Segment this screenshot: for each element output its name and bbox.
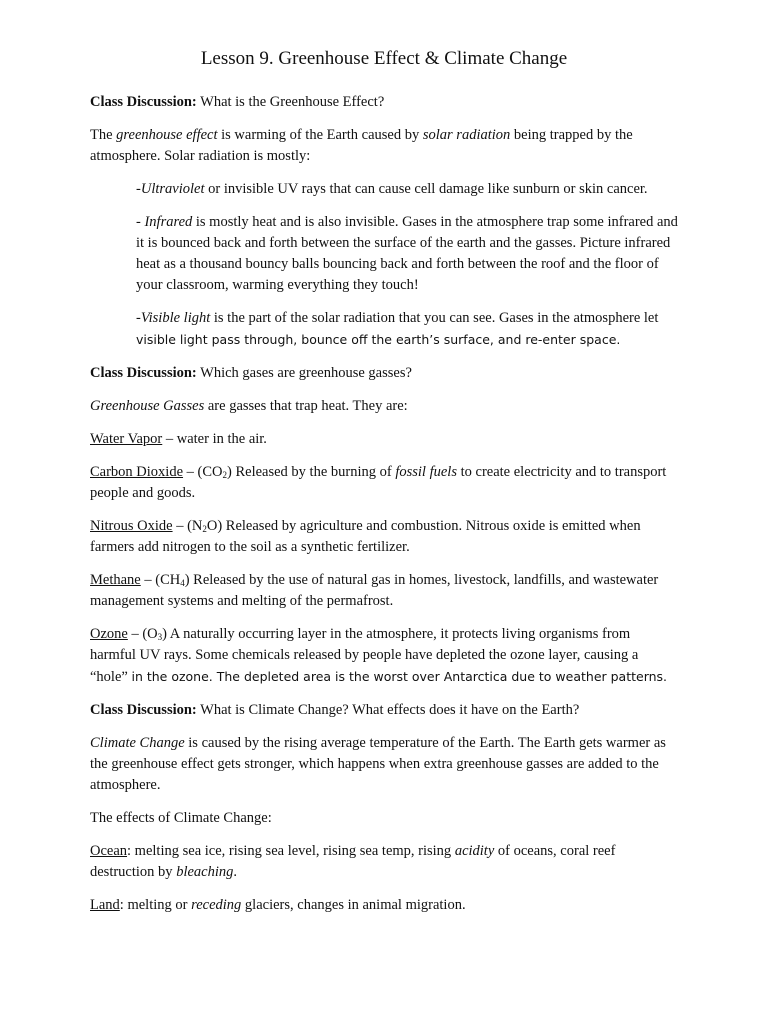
discussion-greenhouse-gasses — [90, 363, 678, 384]
term-bleaching: bleaching — [176, 864, 234, 880]
infrared-item — [136, 212, 678, 296]
discussion-question: Which gases are greenhouse gasses? — [196, 365, 412, 381]
text: The — [90, 127, 117, 143]
term-visible-light: Visible light — [140, 310, 211, 326]
gas-name: Carbon Dioxide — [90, 464, 184, 480]
text: is mostly heat and is also invisible. Gases in the atmosphere trap some infrared and it is bounced back and forth between the surface of the earth and the gasses. Picture infrared heat as a thousand bouncy balls bouncing back and forth between the roof and the floor of your classroom, warming everything they touch! — [136, 214, 678, 293]
page-title: Lesson 9. Greenhouse Effect & Climate Change — [200, 48, 568, 69]
text: – water in the air. — [162, 431, 267, 447]
text: of oceans, coral reef destruction by — [90, 843, 616, 880]
text: is the part of the solar radiation that you can see. Gases in the atmosphere let — [210, 310, 659, 326]
discussion-label: Class Discussion: — [90, 94, 197, 110]
text: – (CH — [140, 572, 181, 588]
text: ) A naturally occurring layer in the atmosphere, it protects living organisms from harmful UV rays. Some chemicals released by people have depleted the ozone layer, causing a “hole” — [90, 626, 639, 685]
subscript: 3 — [157, 632, 163, 642]
term-acidity: acidity — [454, 843, 495, 859]
greenhouse-gasses-definition — [90, 396, 678, 417]
term-ultraviolet: Ultraviolet — [140, 181, 205, 197]
text: in the ozone. The depleted area is the worst over Antarctica due to weather patterns. — [131, 669, 668, 684]
text: : melting or — [119, 897, 192, 913]
text: is caused by the rising average temperature of the Earth. The Earth gets warmer as the greenhouse effect gets stronger, which happens when extra greenhouse gasses are added to the atmosphere. — [90, 735, 666, 793]
visible-light-item — [136, 308, 678, 351]
discussion-greenhouse-effect — [90, 92, 678, 113]
gas-name: Ozone — [90, 626, 128, 642]
gas-name: Nitrous Oxide — [90, 518, 173, 534]
text: are gasses that trap heat. They are: — [204, 398, 408, 414]
gas-methane — [90, 570, 678, 612]
text: visible light pass through, bounce off the earth’s surface, and re-enter space. — [136, 332, 621, 347]
term-receding: receding — [191, 897, 242, 913]
effect-name: Land — [90, 897, 120, 913]
text: . — [233, 864, 237, 880]
subscript: 4 — [180, 578, 185, 588]
term-infrared: Infrared — [144, 214, 193, 230]
greenhouse-effect-definition — [90, 125, 678, 167]
text: ) Released by the burning of — [227, 464, 396, 480]
text: – (N — [172, 518, 203, 534]
discussion-label: Class Discussion: — [90, 702, 197, 718]
text: : melting sea ice, rising sea level, rising sea temp, rising — [127, 843, 455, 859]
discussion-label: Class Discussion: — [90, 365, 197, 381]
text: to create electricity and to transport people and goods. — [90, 464, 667, 501]
effect-ocean — [90, 841, 678, 883]
document-body — [90, 92, 678, 916]
text: being trapped by the atmosphere. Solar radiation is mostly: — [90, 127, 633, 164]
gas-name: Methane — [90, 572, 141, 588]
subscript: 2 — [202, 524, 207, 534]
text: – (CO — [183, 464, 223, 480]
text: or invisible UV rays that can cause cell damage like sunburn or skin cancer. — [204, 181, 648, 197]
text: O) Released by agriculture and combustion. Nitrous oxide is emitted when farmers add nitrogen to the soil as a synthetic fertilizer. — [90, 518, 641, 555]
text: glaciers, changes in animal migration. — [241, 897, 466, 913]
term-climate-change: Climate Change — [90, 735, 185, 751]
subscript: 2 — [222, 470, 228, 480]
gas-name: Water Vapor — [90, 431, 163, 447]
text: is warming of the Earth caused by — [217, 127, 423, 143]
gas-carbon-dioxide — [90, 462, 678, 504]
text: ) Released by the use of natural gas in homes, livestock, landfills, and wastewater management systems and melting of the permafrost. — [90, 572, 659, 609]
climate-change-definition — [90, 733, 678, 796]
effect-land — [90, 895, 678, 916]
text: - — [136, 181, 141, 197]
discussion-question: What is Climate Change? What effects does it have on the Earth? — [196, 702, 580, 718]
text: – (O — [127, 626, 158, 642]
gas-water-vapor — [90, 429, 678, 450]
term-solar-radiation: solar radiation — [422, 127, 511, 143]
gas-nitrous-oxide — [90, 516, 678, 558]
ultraviolet-item — [136, 179, 678, 200]
text: - — [136, 310, 141, 326]
effects-heading: The effects of Climate Change: — [90, 810, 272, 826]
discussion-question: What is the Greenhouse Effect? — [196, 94, 385, 110]
term-fossil-fuels: fossil fuels — [395, 464, 457, 480]
text: - — [136, 214, 145, 230]
term-greenhouse-gasses: Greenhouse Gasses — [90, 398, 205, 414]
gas-ozone — [90, 624, 678, 688]
term-greenhouse-effect: greenhouse effect — [116, 127, 218, 143]
discussion-climate-change — [90, 700, 678, 721]
effect-name: Ocean — [90, 843, 128, 859]
